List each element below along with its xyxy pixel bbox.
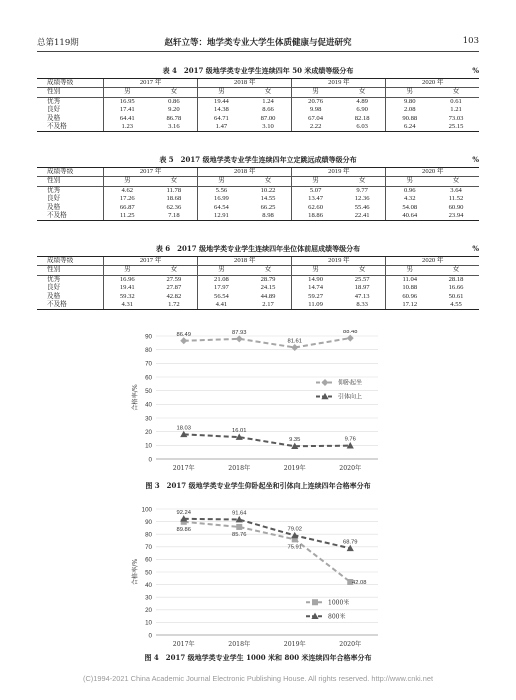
y-tick-label: 70 — [145, 544, 152, 552]
table-cell: 2.08 — [386, 106, 433, 114]
table-cell: 3.10 — [245, 123, 292, 132]
table-cell: 24.15 — [260, 284, 276, 292]
data-label: 91.64 — [231, 510, 247, 517]
data-label: 92.24 — [176, 509, 192, 516]
table-cell: 9.77 — [356, 186, 368, 194]
female-header: 女 — [245, 177, 292, 186]
y-tick-label: 10 — [145, 442, 152, 450]
table-cell: 19.41 — [104, 284, 151, 292]
y-tick-label: 50 — [145, 387, 152, 395]
data-label: 75.91 — [287, 544, 303, 551]
data-label: 81.61 — [287, 338, 303, 345]
table-cell: 64.71 — [198, 115, 245, 123]
table-row — [37, 212, 479, 221]
table-cell: 25.57 — [354, 275, 370, 283]
legend-label: 引体向上 — [338, 393, 363, 401]
figure-3-svg — [130, 330, 386, 475]
table-cell: 9.80 — [386, 97, 433, 106]
data-point — [236, 335, 243, 342]
table-row — [37, 97, 479, 106]
table-cell: 9.98 — [292, 106, 339, 114]
table-row — [37, 301, 479, 310]
table-cell: 18.97 — [354, 284, 370, 292]
caption-text: 表 5 2017 级地学类专业学生连续四年立定跳远成绩等级分布 — [159, 155, 357, 164]
gender-header: 性别 — [37, 88, 104, 97]
table-cell: 17.12 — [386, 301, 433, 310]
gender-header: 性别 — [37, 266, 104, 275]
year-header: 2017 年 — [104, 257, 198, 266]
table-cell: 6.90 — [356, 106, 368, 114]
table-cell: 0.86 — [168, 97, 180, 105]
table-cell: 20.76 — [292, 97, 339, 106]
data-point — [347, 545, 354, 551]
y-tick-label: 30 — [145, 415, 152, 423]
row-label: 良好 — [47, 106, 61, 114]
table-cell: 27.87 — [166, 284, 182, 292]
table-cell: 4.32 — [386, 195, 433, 203]
row-label: 及格 — [47, 292, 61, 300]
female-header: 女 — [339, 177, 386, 186]
female-header: 女 — [339, 88, 386, 97]
table-cell: 16.66 — [448, 284, 464, 292]
table-row — [37, 204, 479, 212]
table-cell: 2.22 — [292, 123, 339, 132]
table-cell: 4.31 — [104, 301, 151, 310]
table-cell: 23.94 — [433, 212, 479, 221]
table-cell: 66.87 — [104, 204, 151, 212]
grade-header: 成绩等级 — [37, 257, 104, 266]
x-tick-label: 2017年 — [172, 641, 195, 648]
data-point — [180, 337, 187, 344]
table-cell: 4.89 — [356, 97, 368, 105]
table-cell: 54.08 — [386, 204, 433, 212]
y-axis-label: 合格率/% — [132, 558, 139, 586]
table-cell: 12.91 — [198, 212, 245, 221]
year-header: 2019 年 — [292, 79, 386, 88]
table-cell: 14.38 — [198, 106, 245, 114]
year-header: 2019 年 — [292, 168, 386, 177]
table-cell: 59.32 — [104, 293, 151, 301]
legend-label: 800米 — [328, 613, 346, 621]
figure-4-svg — [130, 503, 386, 651]
table-cell: 17.97 — [198, 284, 245, 292]
male-header: 男 — [292, 177, 339, 186]
male-header: 男 — [104, 177, 151, 186]
running-title: 赵轩立等：地学类专业大学生体质健康与促进研究 — [164, 38, 352, 48]
table-cell: 0.61 — [450, 97, 462, 105]
table-cell: 11.09 — [292, 301, 339, 310]
figure-4-chart — [130, 503, 386, 651]
table-cell: 11.04 — [386, 275, 433, 284]
caption-text: 表 4 2017 级地学类专业学生连续四年 50 米成绩等级分布 — [162, 66, 354, 75]
table-cell: 4.41 — [198, 301, 245, 310]
male-header: 男 — [386, 177, 433, 186]
row-label: 优秀 — [47, 186, 61, 194]
table-cell: 8.33 — [339, 301, 386, 310]
table-row — [37, 284, 479, 292]
table-cell: 73.03 — [448, 114, 464, 122]
unit-label: % — [472, 66, 479, 75]
year-header: 2018 年 — [198, 168, 292, 177]
table-cell: 1.21 — [450, 106, 462, 114]
y-tick-label: 80 — [145, 531, 152, 539]
y-tick-label: 20 — [145, 607, 152, 615]
table-cell: 67.04 — [292, 115, 339, 123]
table-5 — [37, 167, 479, 221]
female-header: 女 — [151, 266, 198, 275]
table-cell: 16.95 — [104, 97, 151, 106]
legend-label: 仰卧起坐 — [338, 379, 363, 387]
female-header: 女 — [245, 266, 292, 275]
header-rule — [37, 51, 479, 52]
table-4-caption — [37, 66, 479, 76]
table-cell: 4.62 — [104, 186, 151, 195]
table-cell: 55.46 — [354, 203, 370, 211]
year-header: 2017 年 — [104, 79, 198, 88]
data-label: 86.49 — [176, 331, 192, 338]
year-header: 2018 年 — [198, 257, 292, 266]
unit-label: % — [472, 244, 479, 253]
row-label: 及格 — [47, 203, 61, 211]
table-cell: 47.13 — [354, 292, 370, 300]
legend-marker — [312, 599, 318, 605]
table-cell: 42.82 — [166, 292, 182, 300]
female-header: 女 — [433, 88, 479, 97]
table-cell: 11.52 — [448, 195, 464, 203]
table-cell: 44.89 — [260, 292, 276, 300]
male-header: 男 — [386, 266, 433, 275]
page-number: 103 — [462, 36, 479, 46]
table-cell: 59.27 — [292, 293, 339, 301]
male-header: 男 — [292, 266, 339, 275]
table-cell: 6.03 — [339, 123, 386, 132]
data-label: 88.48 — [342, 330, 358, 336]
table-row — [37, 275, 479, 284]
table-cell: 90.88 — [386, 115, 433, 123]
y-tick-label: 10 — [145, 619, 152, 627]
year-header: 2018 年 — [198, 79, 292, 88]
female-header: 女 — [151, 177, 198, 186]
table-6 — [37, 256, 479, 310]
row-label: 不及格 — [37, 212, 104, 221]
table-cell: 14.55 — [260, 195, 276, 203]
data-point — [347, 335, 354, 342]
issue-number: 总第119期 — [37, 38, 79, 48]
table-cell: 14.90 — [292, 275, 339, 284]
male-header: 男 — [386, 88, 433, 97]
row-label: 优秀 — [47, 275, 61, 283]
male-header: 男 — [198, 88, 245, 97]
y-tick-label: 0 — [148, 456, 152, 464]
series-0 — [176, 330, 357, 351]
table-cell: 60.96 — [386, 293, 433, 301]
table-cell: 6.24 — [386, 123, 433, 132]
table-cell: 12.36 — [354, 195, 370, 203]
data-label: 79.02 — [287, 526, 303, 533]
table-cell: 1.47 — [198, 123, 245, 132]
table-cell: 18.86 — [292, 212, 339, 221]
data-label: 9.35 — [289, 437, 301, 444]
table-cell: 8.98 — [245, 212, 292, 221]
running-header — [37, 36, 479, 50]
male-header: 男 — [292, 88, 339, 97]
table-cell: 27.59 — [166, 275, 182, 283]
table-cell: 13.47 — [292, 195, 339, 203]
female-header: 女 — [151, 88, 198, 97]
table-cell: 2.17 — [245, 301, 292, 310]
table-cell: 28.18 — [448, 275, 464, 283]
x-tick-label: 2018年 — [228, 641, 251, 648]
y-tick-label: 0 — [148, 632, 152, 640]
x-tick-label: 2020年 — [339, 465, 362, 472]
male-header: 男 — [104, 88, 151, 97]
table-cell: 14.74 — [292, 284, 339, 292]
x-tick-label: 2019年 — [283, 641, 306, 648]
y-tick-label: 20 — [145, 428, 152, 436]
y-tick-label: 90 — [145, 518, 152, 526]
y-tick-label: 90 — [145, 333, 152, 341]
table-row — [37, 123, 479, 132]
figure-3-chart — [130, 330, 386, 475]
data-point — [236, 524, 242, 530]
figure-4-caption: 图 4 2017 级地学类专业学生 1000 米和 800 米连续四年合格率分布 — [144, 653, 372, 662]
x-tick-label: 2018年 — [228, 465, 251, 472]
x-tick-label: 2019年 — [283, 465, 306, 472]
x-tick-label: 2020年 — [339, 641, 362, 648]
y-tick-label: 60 — [145, 374, 152, 382]
male-header: 男 — [198, 266, 245, 275]
table-cell: 28.79 — [260, 275, 276, 283]
table-cell: 40.64 — [386, 212, 433, 221]
series-1 — [176, 510, 357, 551]
y-tick-label: 50 — [145, 569, 152, 577]
female-header: 女 — [433, 177, 479, 186]
table-cell: 5.07 — [292, 186, 339, 195]
table-cell: 87.00 — [260, 114, 276, 122]
table-cell: 3.16 — [151, 123, 198, 132]
table-cell: 3.64 — [450, 186, 462, 194]
table-cell: 10.88 — [386, 284, 433, 292]
x-tick-label: 2017年 — [172, 465, 195, 472]
data-label: 85.76 — [231, 531, 247, 538]
table-cell: 17.41 — [104, 106, 151, 114]
row-label: 优秀 — [47, 97, 61, 105]
year-header: 2017 年 — [104, 168, 198, 177]
y-tick-label: 30 — [145, 594, 152, 602]
y-axis-label: 合格率/% — [132, 384, 139, 411]
table-row — [37, 115, 479, 123]
table-cell: 50.61 — [448, 292, 464, 300]
table-cell: 82.18 — [354, 114, 370, 122]
y-tick-label: 60 — [145, 556, 152, 564]
y-tick-label: 40 — [145, 401, 152, 409]
table-cell: 18.68 — [166, 195, 182, 203]
y-tick-label: 40 — [145, 581, 152, 589]
year-header: 2020 年 — [386, 79, 479, 88]
table-cell: 64.41 — [104, 115, 151, 123]
data-label: 16.01 — [231, 428, 247, 435]
table-cell: 1.23 — [104, 123, 151, 132]
table-cell: 62.36 — [166, 203, 182, 211]
table-cell: 9.20 — [168, 106, 180, 114]
table-cell: 16.96 — [104, 275, 151, 284]
table-cell: 56.54 — [198, 293, 245, 301]
female-header: 女 — [433, 266, 479, 275]
row-label: 不及格 — [37, 301, 104, 310]
table-row — [37, 293, 479, 301]
table-cell: 8.66 — [262, 106, 274, 114]
table-cell: 25.15 — [433, 123, 479, 132]
female-header: 女 — [339, 266, 386, 275]
table-cell: 11.25 — [104, 212, 151, 221]
table-cell: 66.25 — [260, 203, 276, 211]
series-line — [184, 338, 351, 347]
caption-text: 表 6 2017 级地学类专业学生连续四年坐位体前屈成绩等级分布 — [155, 244, 361, 253]
male-header: 男 — [198, 177, 245, 186]
legend-label: 1000米 — [328, 599, 350, 607]
table-cell: 86.78 — [166, 114, 182, 122]
y-tick-label: 100 — [141, 506, 152, 514]
table-cell: 0.96 — [386, 186, 433, 195]
series-line — [184, 522, 351, 582]
male-header: 男 — [104, 266, 151, 275]
legend-marker — [322, 379, 329, 386]
data-label: 68.79 — [342, 539, 358, 546]
data-label: 87.93 — [231, 330, 247, 336]
table-6-caption — [37, 244, 479, 254]
series-line — [184, 434, 351, 446]
grade-header: 成绩等级 — [37, 79, 104, 88]
table-cell: 1.72 — [151, 301, 198, 310]
year-header: 2020 年 — [386, 257, 479, 266]
table-cell: 21.08 — [198, 275, 245, 284]
row-label: 及格 — [47, 114, 61, 122]
table-cell: 16.99 — [198, 195, 245, 203]
table-cell: 4.55 — [433, 301, 479, 310]
row-label: 良好 — [47, 284, 61, 292]
table-cell: 60.90 — [448, 203, 464, 211]
grade-header: 成绩等级 — [37, 168, 104, 177]
table-cell: 1.24 — [262, 97, 274, 105]
row-label: 良好 — [47, 195, 61, 203]
data-label: 9.76 — [344, 436, 356, 443]
table-cell: 22.41 — [339, 212, 386, 221]
data-label: 18.03 — [176, 425, 192, 432]
data-label: 42.08 — [351, 579, 367, 586]
table-cell: 7.18 — [151, 212, 198, 221]
gender-header: 性别 — [37, 177, 104, 186]
data-label: 89.86 — [176, 526, 192, 533]
table-4 — [37, 78, 479, 132]
table-row — [37, 106, 479, 114]
row-label: 不及格 — [37, 123, 104, 132]
table-cell: 64.54 — [198, 204, 245, 212]
female-header: 女 — [245, 88, 292, 97]
y-tick-label: 80 — [145, 346, 152, 354]
table-cell: 5.56 — [198, 186, 245, 195]
year-header: 2020 年 — [386, 168, 479, 177]
table-row — [37, 186, 479, 195]
unit-label: % — [472, 155, 479, 164]
table-cell: 17.26 — [104, 195, 151, 203]
cnki-watermark: (C)1994-2021 China Academic Journal Electronic Publishing House. All rights reserved. http://www.cnki.net — [83, 674, 433, 683]
table-cell: 11.78 — [166, 186, 182, 194]
table-row — [37, 195, 479, 203]
table-cell: 62.60 — [292, 204, 339, 212]
table-5-caption — [37, 155, 479, 165]
figure-3-caption: 图 3 2017 级地学类专业学生仰卧起坐和引体向上连续四年合格率分布 — [145, 481, 371, 490]
y-tick-label: 70 — [145, 360, 152, 368]
year-header: 2019 年 — [292, 257, 386, 266]
table-cell: 10.22 — [260, 186, 276, 194]
table-cell: 19.44 — [198, 97, 245, 106]
